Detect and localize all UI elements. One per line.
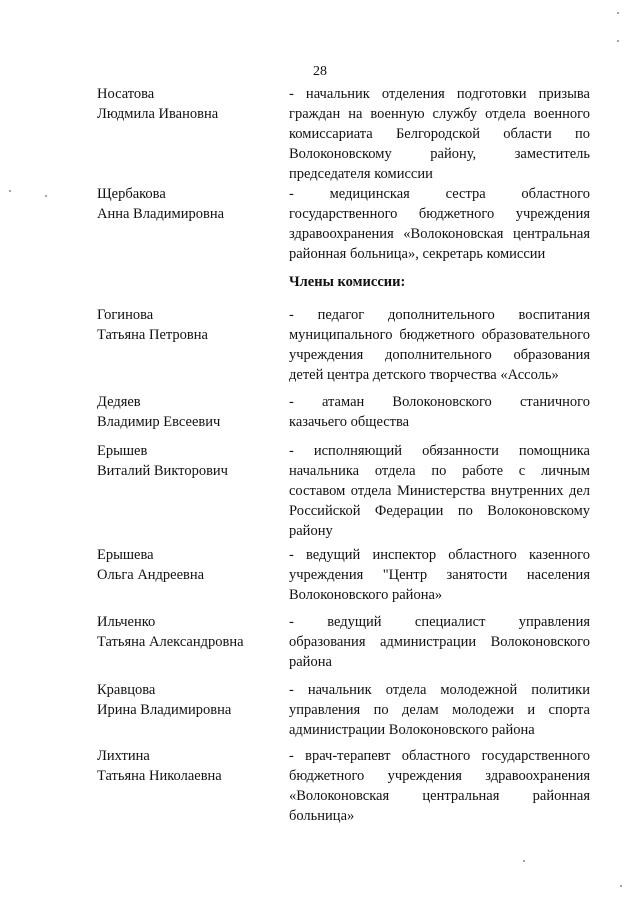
person-name	[97, 84, 282, 124]
surname: Лихтина	[97, 748, 150, 764]
surname: Ерышева	[97, 547, 154, 563]
page-number: 28	[313, 64, 327, 79]
role-line: Волоконовскому району, заместитель	[289, 146, 590, 162]
role-line: - ведущий инспектор областного казенного	[289, 547, 590, 563]
surname: Носатова	[97, 86, 155, 102]
person-role	[289, 680, 590, 740]
role-line: Волоконовского района»	[289, 587, 443, 603]
given-names: Владимир Евсеевич	[97, 414, 221, 430]
role-line: учреждения дополнительного образования	[289, 347, 590, 363]
role-line: - исполняющий обязанности помощника	[289, 443, 590, 459]
person-name	[97, 545, 282, 585]
given-names: Виталий Викторович	[97, 463, 228, 479]
scan-speck	[617, 12, 619, 14]
person-name	[97, 305, 282, 345]
role-line: районная больница», секретарь комиссии	[289, 246, 546, 262]
role-line: больница»	[289, 808, 355, 824]
surname: Ерышев	[97, 443, 148, 459]
role-line: муниципального бюджетного образовательного	[289, 327, 590, 343]
person-name	[97, 184, 282, 224]
role-line: детей центра детского творчества «Ассоль»	[289, 367, 559, 383]
role-line: - ведущий специалист управления	[289, 614, 590, 630]
role-line: государственного бюджетного учреждения	[289, 206, 590, 222]
role-line: Российской Федерации по Волоконовскому	[289, 503, 590, 519]
role-line: граждан на военную службу отдела военного	[289, 106, 590, 122]
role-line: - врач-терапевт областного государственного	[289, 748, 590, 764]
given-names: Анна Владимировна	[97, 206, 225, 222]
role-line: казачьего общества	[289, 414, 410, 430]
person-role	[289, 184, 590, 264]
role-line: «Волоконовская центральная районная	[289, 788, 590, 804]
role-line: комиссариата Белгородской области по	[289, 126, 590, 142]
given-names: Татьяна Петровна	[97, 327, 208, 343]
person-name	[97, 612, 282, 652]
surname: Кравцова	[97, 682, 156, 698]
person-role	[289, 746, 590, 826]
person-name	[97, 441, 282, 481]
scan-speck	[45, 195, 47, 197]
person-role	[289, 392, 590, 432]
role-line: здравоохранения «Волоконовская центральная	[289, 226, 590, 242]
given-names: Ольга Андреевна	[97, 567, 205, 583]
role-line: управления по делам молодежи и спорта	[289, 702, 590, 718]
role-line: администрации Волоконовского района	[289, 722, 535, 738]
scan-speck	[523, 860, 525, 862]
role-line: району	[289, 523, 333, 539]
person-role	[289, 545, 590, 605]
person-role	[289, 612, 590, 672]
person-role	[289, 84, 590, 184]
role-line: - начальник отдела молодежной политики	[289, 682, 590, 698]
role-line: - медицинская сестра областного	[289, 186, 590, 202]
given-names: Татьяна Александровна	[97, 634, 244, 650]
person-role	[289, 441, 590, 541]
role-line: образования администрации Волоконовского	[289, 634, 590, 650]
scan-speck	[9, 190, 11, 192]
person-name	[97, 392, 282, 432]
role-line: - атаман Волоконовского станичного	[289, 394, 590, 410]
person-name	[97, 680, 282, 720]
role-line: начальника отдела по работе с личным	[289, 463, 590, 479]
given-names: Татьяна Николаевна	[97, 768, 222, 784]
role-line: района	[289, 654, 332, 670]
role-line: - начальник отделения подготовки призыва	[289, 86, 590, 102]
given-names: Людмила Ивановна	[97, 106, 219, 122]
surname: Гогинова	[97, 307, 154, 323]
scan-speck	[617, 40, 619, 42]
given-names: Ирина Владимировна	[97, 702, 232, 718]
role-line: - педагог дополнительного воспитания	[289, 307, 590, 323]
surname: Щербакова	[97, 186, 166, 202]
role-line: составом отдела Министерства внутренних дел	[289, 483, 590, 499]
role-line: бюджетного учреждения здравоохранения	[289, 768, 590, 784]
role-line: председателя комиссии	[289, 166, 433, 182]
person-name	[97, 746, 282, 786]
scan-speck	[620, 885, 622, 887]
role-line: учреждения "Центр занятости населения	[289, 567, 590, 583]
section-title: Члены комиссии:	[289, 274, 406, 290]
surname: Дедяев	[97, 394, 141, 410]
person-role	[289, 305, 590, 385]
surname: Ильченко	[97, 614, 156, 630]
